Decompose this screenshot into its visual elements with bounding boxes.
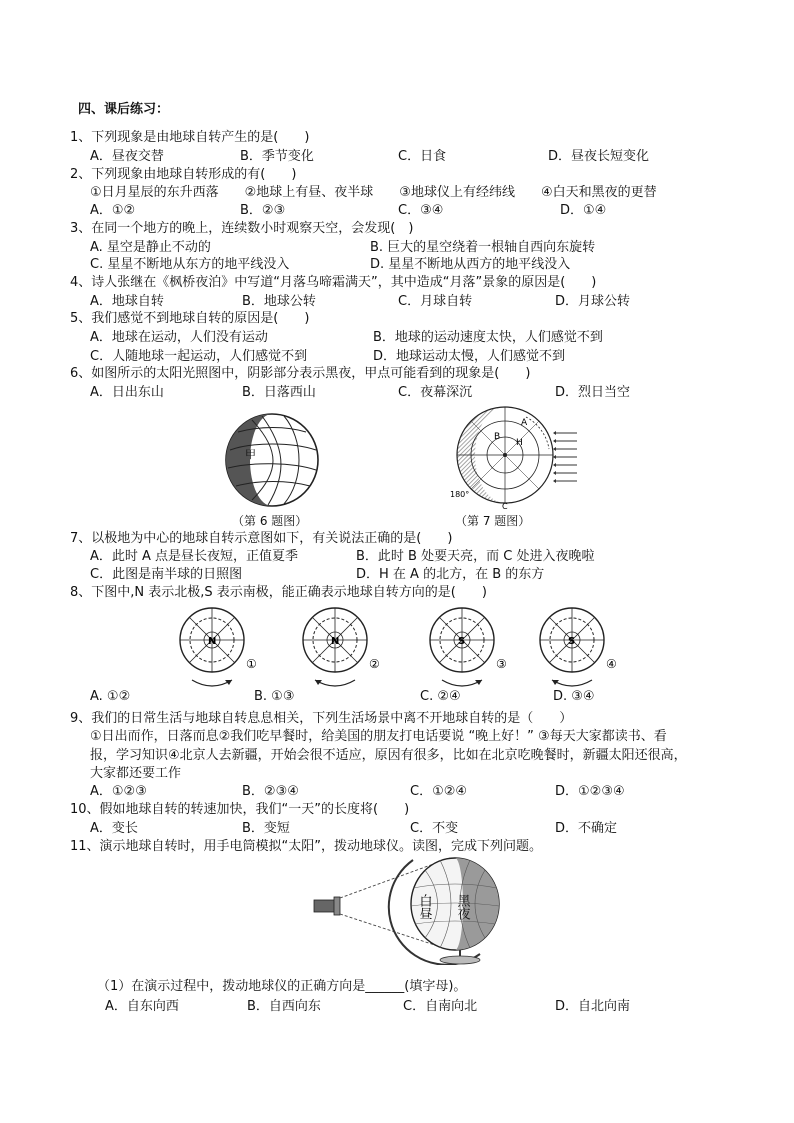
q2-option-c: C．③④ xyxy=(398,203,444,218)
fig8-diagram-4 xyxy=(530,600,630,695)
fig6-point-label: 甲 xyxy=(245,448,256,461)
q5-option-d: D．地球运动太慢，人们感觉不到 xyxy=(373,349,566,364)
q8-option-b: B. ①③ xyxy=(254,689,295,704)
fig7-label-h: H xyxy=(516,438,523,448)
fig8-diagram-1 xyxy=(170,600,270,695)
q2-option-a: A．①② xyxy=(90,203,136,218)
question-10-stem: 10、假如地球自转的转速加快，我们“一天”的长度将( ) xyxy=(70,802,410,817)
q4-option-c: C．月球自转 xyxy=(398,294,473,309)
fig8-num-3: ③ xyxy=(496,657,507,671)
q8-option-a: A. ①② xyxy=(90,689,131,704)
question-3-stem: 3、在同一个地方的晚上，连续数小时观察天空，会发现( ) xyxy=(70,221,414,236)
q2-option-b: B．②③ xyxy=(240,203,286,218)
q1-option-d: D．昼夜长短变化 xyxy=(548,149,650,164)
q9-option-c: C．①②④ xyxy=(410,784,468,799)
q11-sub-stem: （1）在演示过程中，拨动地球仪的正确方向是______(填字母)。 xyxy=(97,979,467,994)
fig8-pole-1: N xyxy=(208,636,217,647)
fig6-caption: （第 6 题图） xyxy=(232,514,308,528)
question-5-stem: 5、我们感觉不到地球自转的原因是( ) xyxy=(70,311,310,326)
q5-option-c: C．人随地球一起运动，人们感觉不到 xyxy=(90,349,308,364)
section-title: 四、课后练习： xyxy=(78,102,170,117)
fig8-diagram-2 xyxy=(293,600,393,695)
q10-option-c: C．不变 xyxy=(410,821,459,836)
q8-option-c: C. ②④ xyxy=(420,689,461,704)
q9-line-1: ①日出而作，日落而息②我们吃早餐时，给美国的朋友打电话要说 “晚上好！” ③每天大家都读书、看 xyxy=(90,729,667,744)
fig8-num-2: ② xyxy=(369,657,380,671)
question-11-stem: 11、演示地球自转时，用手电筒模拟“太阳”，拨动地球仪。读图，完成下列问题。 xyxy=(70,839,543,854)
q3-option-b: B. 巨大的星空绕着一根轴自西向东旋转 xyxy=(370,240,596,255)
question-9-stem: 9、我们的日常生活与地球自转息息相关，下列生活场景中离不开地球自转的是（ ） xyxy=(70,711,573,726)
q11-option-b: B．自西向东 xyxy=(247,999,321,1014)
fig7-label-b: B xyxy=(494,432,501,442)
q4-option-b: B．地球公转 xyxy=(242,294,316,309)
q7-option-d: D．H 在 A 的北方，在 B 的东方 xyxy=(356,567,545,582)
fig7-label-c: C xyxy=(502,502,508,510)
q9-option-a: A．①②③ xyxy=(90,784,147,799)
question-7-stem: 7、以极地为中心的地球自转示意图如下，有关说法正确的是( ) xyxy=(70,531,453,546)
fig8-pole-2: N xyxy=(331,636,340,647)
q6-option-c: C．夜幕深沉 xyxy=(398,385,473,400)
q7-option-c: C．此图是南半球的日照图 xyxy=(90,567,243,582)
fig8-num-1: ① xyxy=(246,657,257,671)
question-8-stem: 8、下图中,N 表示北极,S 表示南极，能正确表示地球自转方向的是( ) xyxy=(70,585,487,600)
q11-option-d: D．自北向南 xyxy=(555,999,631,1014)
q3-option-c: C. 星星不断地从东方的地平线没入 xyxy=(90,257,290,272)
question-4-stem: 4、诗人张继在《枫桥夜泊》中写道“月落乌啼霜满天”，其中造成“月落”景象的原因是( ) xyxy=(70,275,597,290)
question-1-stem: 1、下列现象是由地球自转产生的是( ) xyxy=(70,130,310,145)
fig7-label-a: A xyxy=(521,418,528,428)
q4-option-d: D．月球公转 xyxy=(555,294,631,309)
question-6-stem: 6、如图所示的太阳光照图中，阴影部分表示黑夜，甲点可能看到的现象是( ) xyxy=(70,366,531,381)
fig8-pole-3: S xyxy=(458,636,466,647)
fig6-globe xyxy=(222,410,322,510)
fig7-caption: （第 7 题图） xyxy=(455,514,531,528)
q9-line-3: 大家都还要工作 xyxy=(90,766,182,781)
q8-option-d: D. ③④ xyxy=(553,689,595,704)
q7-option-b: B．此时 B 处要天亮，而 C 处进入夜晚啦 xyxy=(356,549,595,564)
q9-line-2: 报，学习知识④北京人去新疆，开始会很不适应，原因有很多，比如在北京吃晚餐时，新疆太阳还很高， xyxy=(90,748,687,763)
q9-option-b: B．②③④ xyxy=(242,784,299,799)
q10-option-b: B．变短 xyxy=(242,821,290,836)
q7-option-a: A．此时 A 点是昼长夜短，正值夏季 xyxy=(90,549,299,564)
fig8-diagram-3 xyxy=(420,600,520,695)
question-2-stem: 2、下列现象由地球自转形成的有( ) xyxy=(70,167,297,182)
fig11-day-label: 白昼 xyxy=(416,894,432,920)
q11-option-c: C．自南向北 xyxy=(403,999,478,1014)
q10-option-d: D．不确定 xyxy=(555,821,618,836)
fig8-pole-4: S xyxy=(568,636,576,647)
q9-option-d: D．①②③④ xyxy=(555,784,625,799)
q4-option-a: A．地球自转 xyxy=(90,294,164,309)
fig8-num-4: ④ xyxy=(606,657,617,671)
fig11-flashlight-globe xyxy=(300,850,515,965)
q1-option-c: C．日食 xyxy=(398,149,447,164)
q6-option-d: D．烈日当空 xyxy=(555,385,631,400)
q1-option-b: B．季节变化 xyxy=(240,149,314,164)
q2-option-d: D．①④ xyxy=(560,203,607,218)
fig11-night-label: 黑夜 xyxy=(454,894,470,920)
q5-option-a: A．地球在运动，人们没有运动 xyxy=(90,330,268,345)
q3-option-d: D. 星星不断地从西方的地平线没入 xyxy=(370,257,571,272)
fig7-polar-diagram xyxy=(450,405,580,510)
q2-items: ①日月星辰的东升西落 ②地球上有昼、夜半球 ③地球仪上有经纬线 ④白天和黑夜的更替 xyxy=(90,185,657,200)
fig7-label-lon: 180° xyxy=(450,490,470,499)
q11-option-a: A．自东向西 xyxy=(105,999,179,1014)
q6-option-a: A．日出东山 xyxy=(90,385,164,400)
q10-option-a: A．变长 xyxy=(90,821,138,836)
q6-option-b: B．日落西山 xyxy=(242,385,316,400)
q3-option-a: A. 星空是静止不动的 xyxy=(90,240,211,255)
q1-option-a: A．昼夜交替 xyxy=(90,149,164,164)
q5-option-b: B．地球的运动速度太快，人们感觉不到 xyxy=(373,330,603,345)
